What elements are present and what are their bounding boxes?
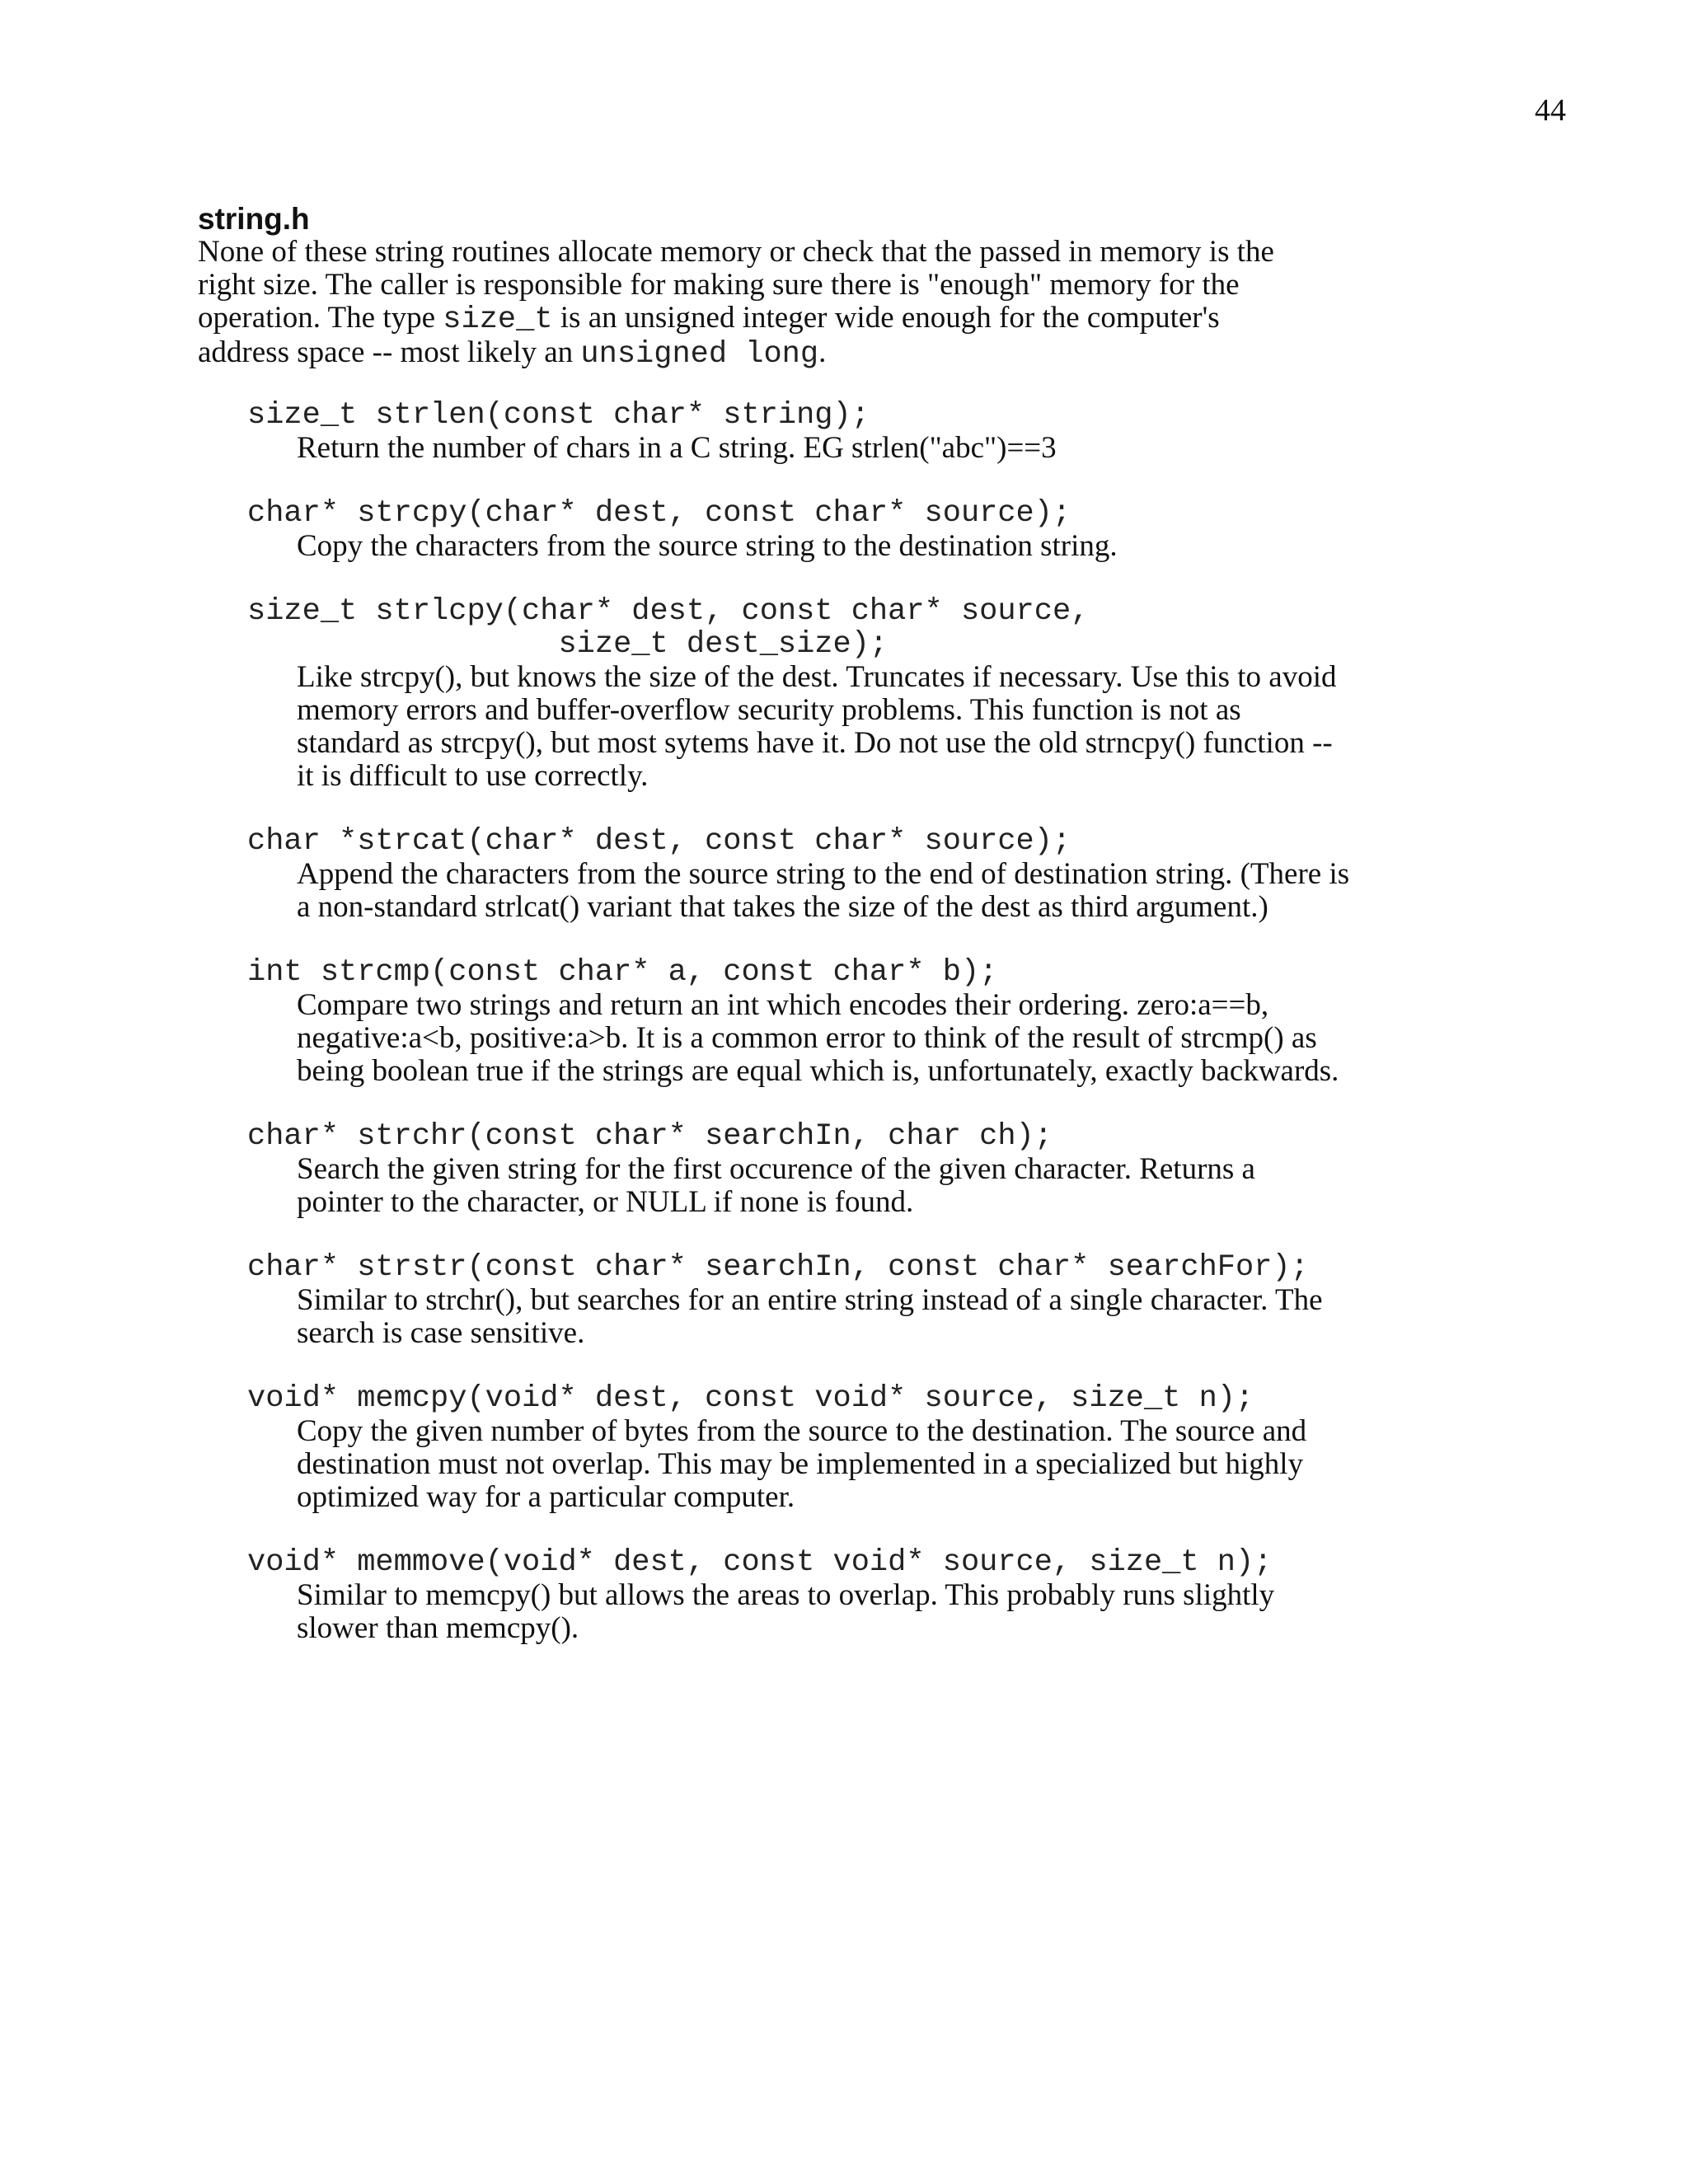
function-entry-strcat: [247, 825, 1484, 924]
function-signature: char* strcpy(char* dest, const char* source);: [247, 496, 1071, 531]
function-entry-strchr: [247, 1120, 1484, 1219]
function-signature: size_t strlcpy(char* dest, const char* source, size_t dest_size);: [247, 594, 1090, 662]
function-description: Return the number of chars in a C string. EG strlen("abc")==3: [297, 431, 1057, 465]
intro-paragraph: [198, 236, 1484, 371]
intro-text-1: None of these string routines allocate memory or check that the passed in memory is the right size. The caller is responsible for making sure there is "enough" memory for the operation. The type: [198, 235, 1274, 335]
function-entry-strcpy: [247, 497, 1484, 563]
function-signature: void* memmove(void* dest, const void* source, size_t n);: [247, 1545, 1273, 1580]
function-list: [247, 399, 1484, 1645]
function-signature: void* memcpy(void* dest, const void* source, size_t n);: [247, 1381, 1254, 1416]
intro-text-2: is an unsigned integer wide enough for the computer's address space -- most likely an: [198, 301, 1220, 369]
function-description: Search the given string for the first occurence of the given character. Returns a pointer to the character, or NULL if none is found.: [297, 1152, 1255, 1219]
function-entry-strstr: [247, 1251, 1484, 1350]
function-signature: int strcmp(const char* a, const char* b);: [247, 955, 998, 990]
function-entry-memmove: [247, 1546, 1484, 1645]
function-description: Copy the given number of bytes from the source to the destination. The source and destination must not overlap. This may be implemented in a specialized but highly optimized way for a particular computer.: [297, 1414, 1307, 1514]
page-content: [198, 203, 1484, 1677]
function-entry-strlcpy: [247, 595, 1484, 793]
function-signature: char* strchr(const char* searchIn, char ch);: [247, 1119, 1053, 1154]
function-description: Append the characters from the source string to the end of destination string. (There is a non-standard strlcat() variant that takes the size of the dest as third argument.): [297, 857, 1350, 924]
intro-code-unsigned-long: unsigned long: [580, 337, 819, 372]
function-signature: char* strstr(const char* searchIn, const char* searchFor);: [247, 1250, 1309, 1285]
function-description: Like strcpy(), but knows the size of the dest. Truncates if necessary. Use this to avoid memory errors and buffer-overflow security problems. This function is not as standard as strcpy(), but most sytems have it. Do not use the old strncpy() function -- it is difficult to use correctly.: [297, 660, 1337, 793]
page-number: 44: [1535, 93, 1566, 128]
function-description: Compare two strings and return an int which encodes their ordering. zero:a==b, negative:a<b, positive:a>b. It is a common error to think of the result of strcmp() as being boolean true if the strings are equal which is, unfortunately, exactly backwards.: [297, 988, 1339, 1088]
function-entry-strcmp: [247, 956, 1484, 1088]
function-description: Similar to strchr(), but searches for an entire string instead of a single character. The search is case sensitive.: [297, 1283, 1323, 1350]
section-title: string.h: [198, 202, 310, 236]
intro-text-3: .: [818, 335, 827, 369]
function-entry-memcpy: [247, 1382, 1484, 1514]
intro-code-size-t: size_t: [443, 302, 553, 337]
function-signature: char *strcat(char* dest, const char* source);: [247, 824, 1071, 859]
function-signature: size_t strlen(const char* string);: [247, 398, 870, 433]
function-entry-strlen: [247, 399, 1484, 465]
function-description: Copy the characters from the source string to the destination string.: [297, 529, 1118, 563]
function-description: Similar to memcpy() but allows the areas to overlap. This probably runs slightly slower than memcpy().: [297, 1578, 1275, 1645]
